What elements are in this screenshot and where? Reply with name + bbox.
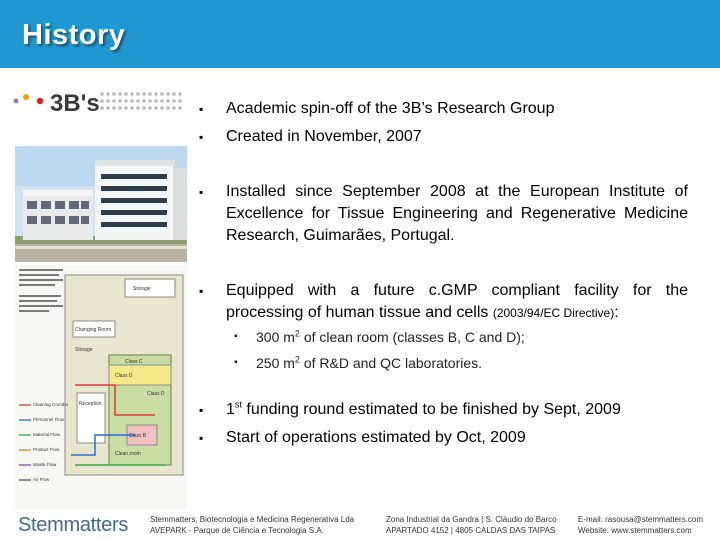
bullet-item	[196, 98, 688, 120]
stemmatters-logo	[14, 512, 144, 538]
bullet-marker: ▪	[234, 331, 238, 342]
bullet-marker: ▪	[199, 130, 204, 144]
floorplan-label: Reception	[79, 401, 102, 407]
bullet-text: Installed since September 2008 at the European Institute of Excellence for Tissue Engineering and Regenerative Medicine Research, Guimarães, Portugal.	[226, 183, 688, 244]
footer-line: AVEPARK - Parque de Ciência e Tecnologia S.A.	[150, 526, 324, 535]
bullet-text: Academic spin-off of the 3B’s Research Group	[226, 100, 555, 117]
page-title: History	[22, 19, 126, 51]
sub-bullet-text: 300 $m^2$ of clean room (classes B, C and D);	[256, 328, 525, 345]
footer-company	[150, 514, 354, 536]
footer-line: Zona Industrial da Gandra | S. Cláudio do Barco	[386, 515, 557, 524]
bullet-text: Start of operations estimated by Oct, 2009	[226, 429, 526, 446]
3bs-logo	[10, 86, 190, 116]
sub-bullet-text: 250 $m^2$ of R&D and QC laboratories.	[256, 354, 483, 371]
floor-plan	[15, 265, 187, 510]
bullet-marker: ▪	[199, 185, 204, 199]
footer-address	[386, 514, 557, 536]
floorplan-label: Class B	[129, 433, 147, 439]
bullet-text: 1st funding round estimated to be finished by Sept, 2009	[226, 399, 621, 418]
bullet-main-text: Equipped with a future c.GMP compliant facility for the processing of human tissue and cells	[226, 282, 688, 321]
footer-line: APARTADO 4152 | 4805 CALDAS DAS TAIPAS	[386, 526, 556, 535]
bullet-marker: ▪	[199, 403, 204, 417]
legend-label: Material Flow	[33, 432, 60, 437]
bullet-item	[196, 181, 688, 247]
floorplan-label: Clean room	[115, 451, 141, 457]
directive-note: (2003/94/EC Directive)	[492, 306, 615, 320]
footer-line: Stemmatters, Biotecnologia e Medicina Regenerativa Lda	[150, 515, 355, 524]
legend-label: Personnel Flow	[33, 417, 65, 422]
legend-label: Waste Flow	[33, 462, 57, 467]
legend-label: Air Flow	[33, 477, 50, 482]
bullet-marker: ▪	[234, 357, 238, 368]
bullet-marker: ▪	[199, 284, 204, 298]
stemmatters-logo-text: Stemmatters	[18, 514, 129, 536]
bullet-item	[196, 399, 688, 421]
sub-bullet-item	[234, 353, 688, 373]
floorplan-label: Class D	[115, 373, 133, 379]
footer-contact	[578, 514, 703, 536]
bullet-item	[196, 427, 688, 449]
footer-email[interactable]: E-mail: rasousa@stemmatters.com	[578, 515, 704, 524]
floorplan-label: Changing Room	[75, 327, 112, 333]
legend-label: Cleaning Corridor	[33, 402, 69, 407]
bullet-text	[226, 280, 688, 324]
bullet-text: Created in November, 2007	[226, 128, 422, 145]
bullet-item	[196, 126, 688, 148]
building-photo	[15, 146, 187, 262]
bullet-item	[196, 280, 688, 324]
bullet-marker: ▪	[199, 102, 204, 116]
sub-bullet-item	[234, 327, 688, 347]
logo-text: 3B's	[50, 90, 100, 116]
bullet-tail: :	[614, 304, 619, 321]
floorplan-label: Class D	[147, 391, 165, 397]
title-bar	[0, 0, 720, 68]
bullet-marker: ▪	[199, 431, 204, 445]
floorplan-label: Storage	[133, 286, 151, 292]
floorplan-label: Storage	[75, 347, 93, 353]
floorplan-label: Class C	[125, 359, 143, 365]
footer-website[interactable]: Website: www.stemmatters.com	[578, 526, 692, 535]
legend-label: Product Flow	[33, 447, 60, 452]
